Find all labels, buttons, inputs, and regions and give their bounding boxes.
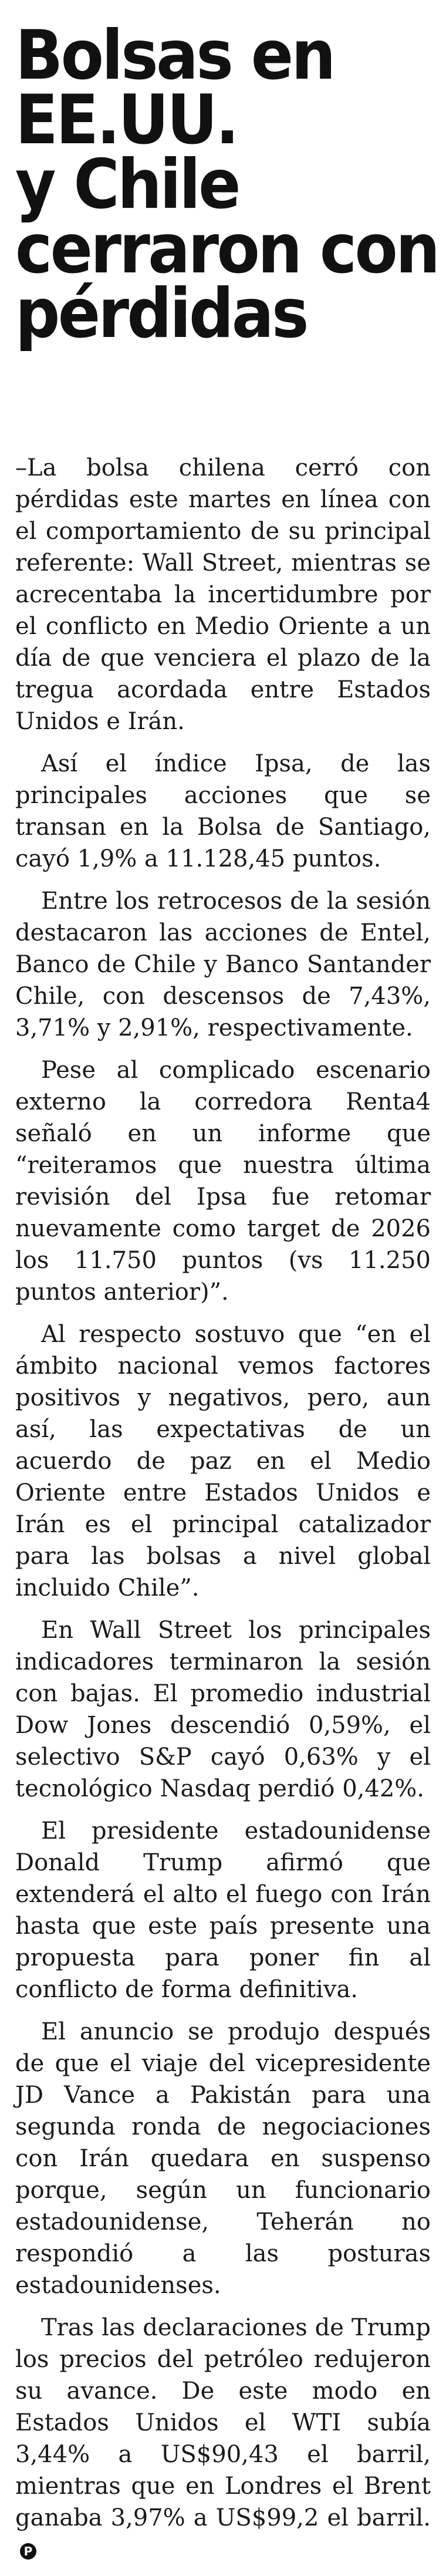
headline-line: y Chile bbox=[15, 145, 239, 224]
paragraph-text: Tras las declaraciones de Trump los precios del petróleo redujeron su avance. De este modo en Estados Unidos el WTI subía 3,44% a US$90,43 el barril, mientras que en Londres el Brent ganaba 3,97% a US$99,2 el barril. bbox=[15, 2314, 431, 2531]
paragraph: El anuncio se produjo después de que el viaje del vicepresidente JD Vance a Pakistán para una segunda ronda de negociaciones con Irán quedara en suspenso porque, según un funcionario estadounidense, Teherán no respondió a las posturas estadounidenses. bbox=[15, 2018, 431, 2299]
paragraph: Entre los retrocesos de la sesión destacaron las acciones de Entel, Banco de Chile y Banco Santander Chile, con descensos de 7,43%, 3,71% y 2,91%, respectivamente. bbox=[15, 888, 431, 1041]
paragraph: Al respecto sostuvo que “en el ámbito nacional vemos factores positivos y negativos, pero, aun así, las expectativas de un acuerdo de paz en el Medio Oriente entre Estados Unidos e Irán es el principal catalizador para las bolsas a nivel global incluido Chile”. bbox=[15, 1321, 431, 1601]
paragraph: En Wall Street los principales indicadores terminaron la sesión con bajas. El promedio industrial Dow Jones descendió 0,59%, el selectivo S&P cayó 0,63% y el tecnológico Nasdaq perdió 0,42%. bbox=[15, 1617, 431, 1802]
headline bbox=[15, 0, 438, 353]
headline-line: pérdidas bbox=[15, 274, 307, 353]
paragraph: –La bolsa chilena cerró con pérdidas este martes en línea con el comportamiento de su principal referente: Wall Street, mientras se acrecentaba la incertidumbre por el conflicto en Medio Oriente a un día de que venciera el plazo de la tregua acordada entre Estados Unidos e Irán. bbox=[15, 454, 431, 735]
paragraph: Así el índice Ipsa, de las principales acciones que se transan en la Bolsa de Santiago, cayó 1,9% a 11.128,45 puntos. bbox=[15, 750, 431, 872]
headline-line: EE.UU. bbox=[15, 80, 238, 160]
article-body bbox=[15, 452, 431, 2576]
headline-line: cerraron con bbox=[15, 210, 438, 289]
paragraph: Pese al complicado escenario externo la corredora Renta4 señaló en un informe que “reiteramos que nuestra última revisión del Ipsa fue retomar nuevamente como target de 2026 los 11.750 puntos (vs 11.250 puntos anterior)”. bbox=[15, 1057, 431, 1306]
headline-line: Bolsas en bbox=[15, 16, 334, 95]
publication-logo-icon: P bbox=[20, 2543, 36, 2560]
paragraph-last bbox=[15, 2312, 431, 2565]
paragraph: El presidente estadounidense Donald Trump afirmó que extenderá el alto el fuego con Irán hasta que este país presente una propuesta para poner fin al conflicto de forma definitiva. bbox=[15, 1818, 431, 2003]
